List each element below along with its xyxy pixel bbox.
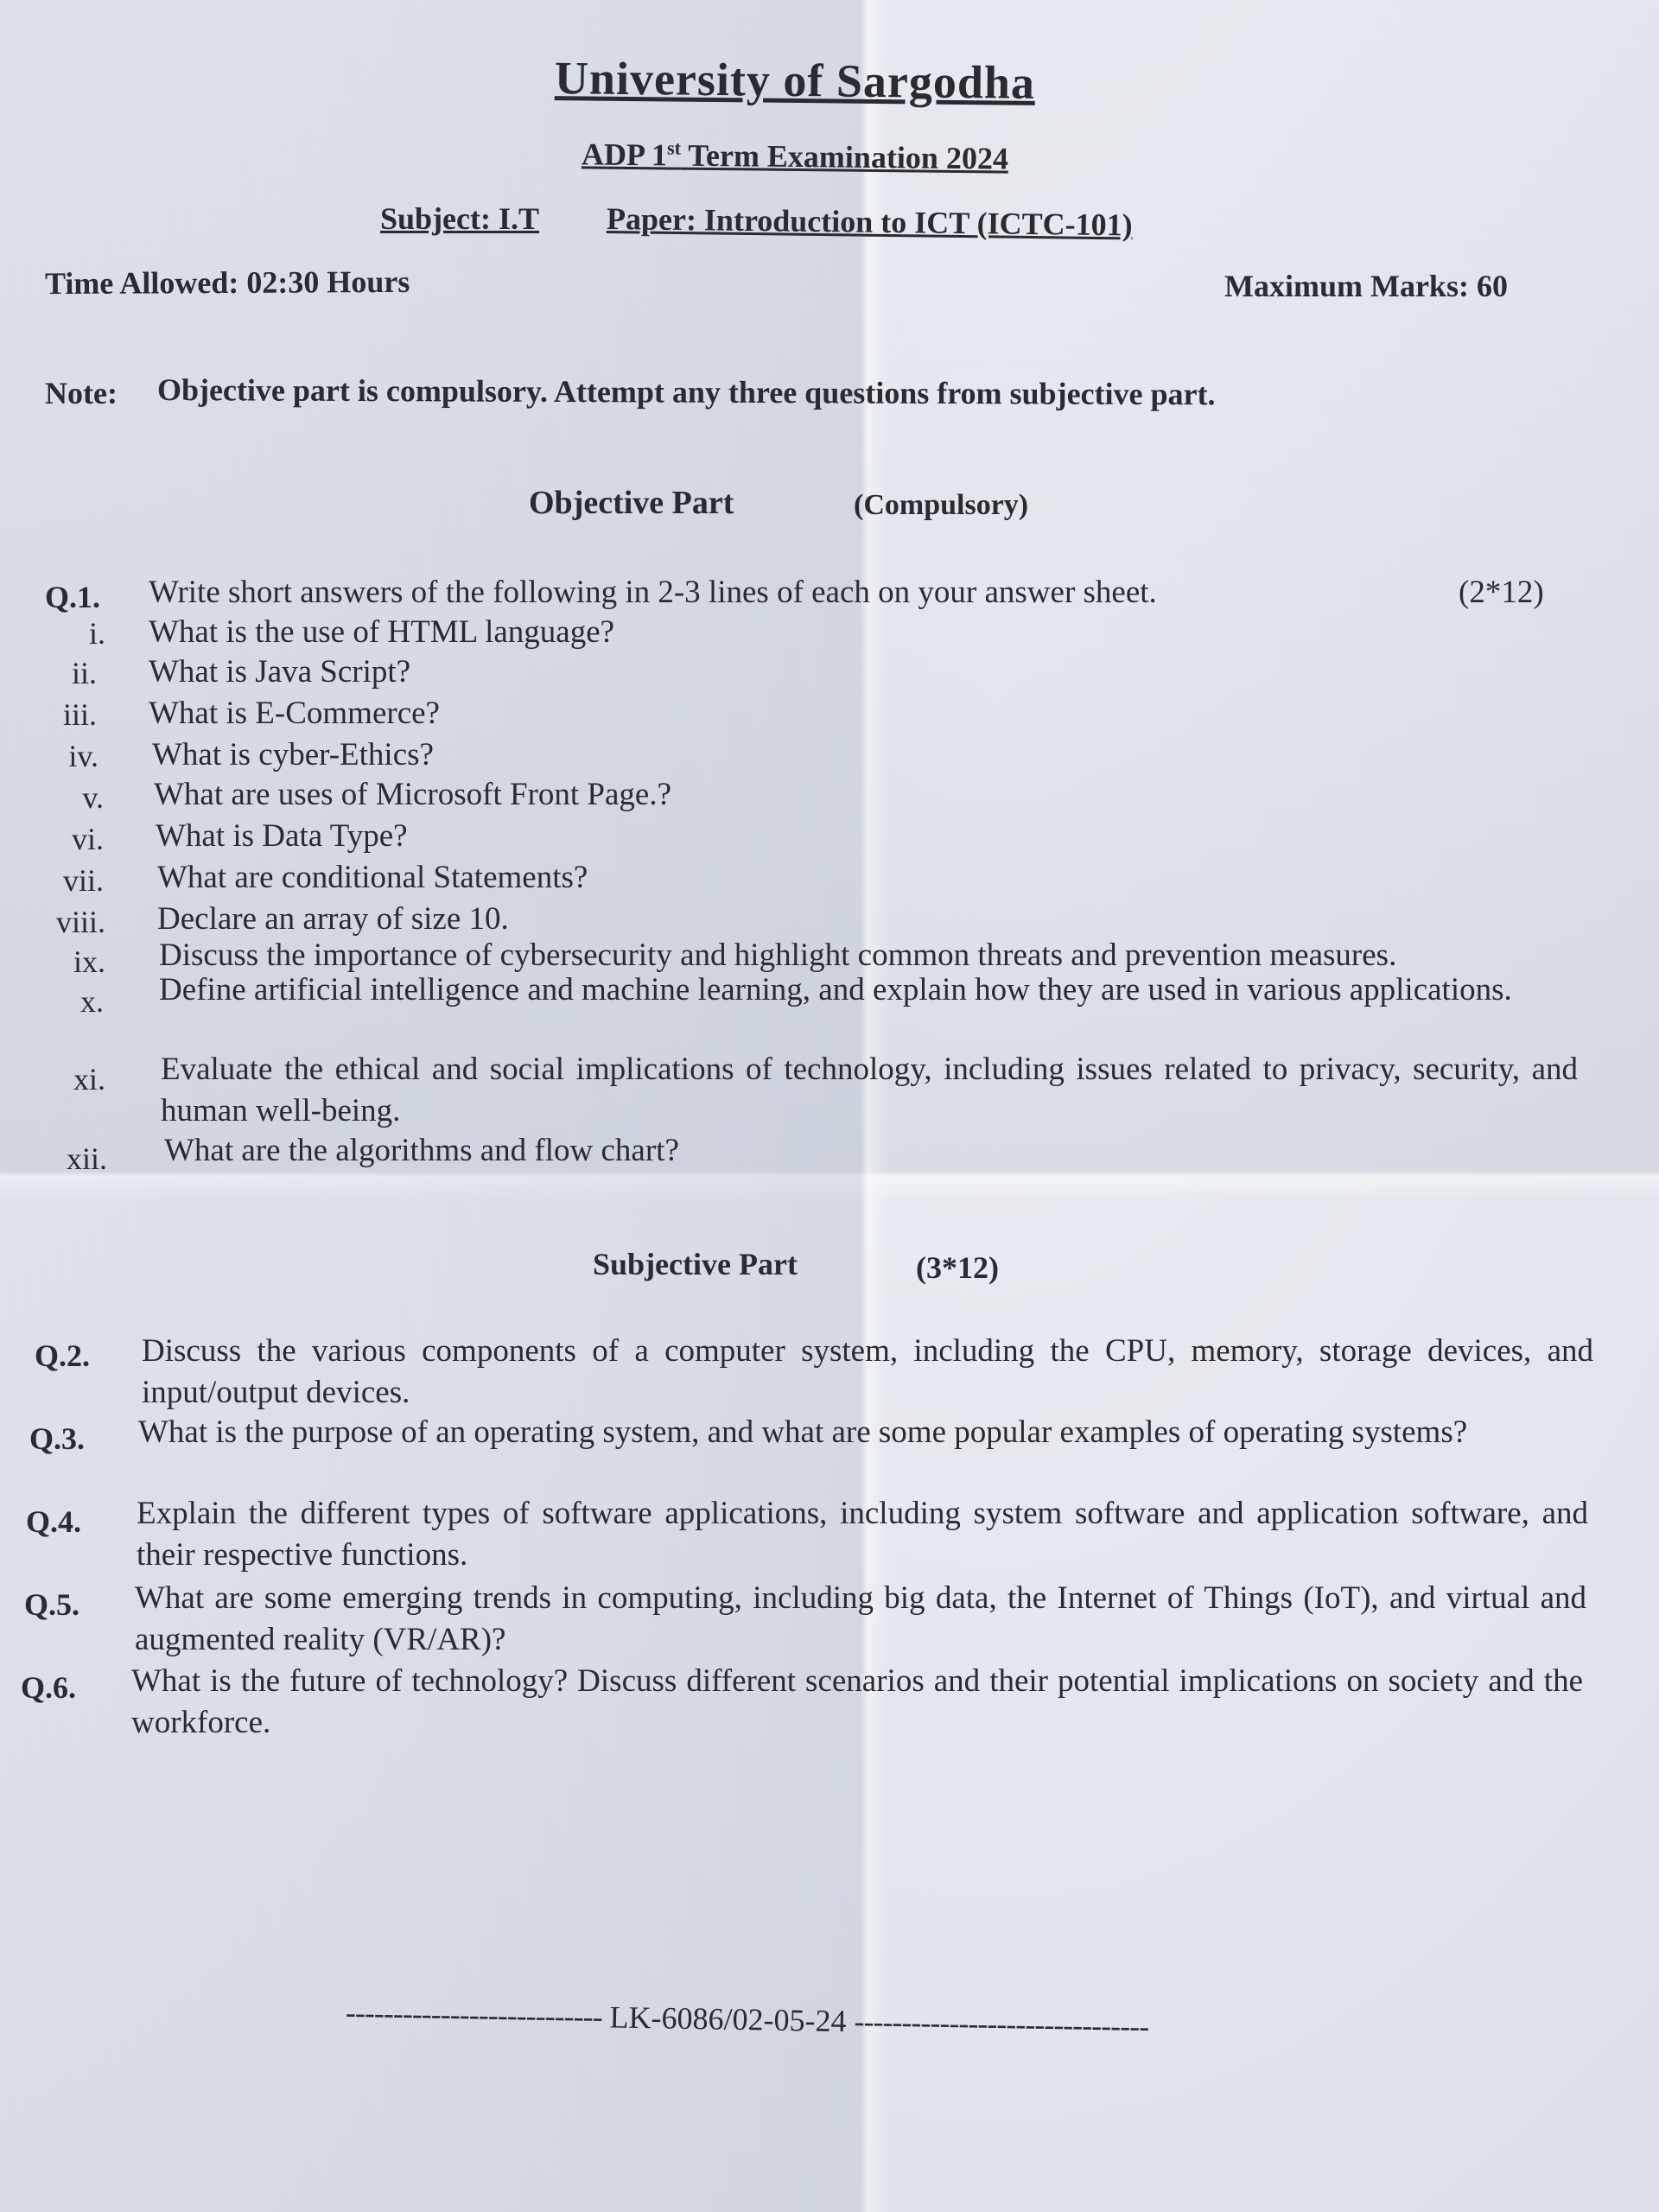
question-label: Q.2. — [35, 1338, 91, 1373]
question-label: Q.5. — [24, 1587, 80, 1622]
item-text: What are conditional Statements? — [157, 860, 588, 895]
question-instruction: Write short answers of the following in 2-3 lines of each on your answer sheet. — [149, 575, 1157, 610]
item-number: vi. — [71, 822, 104, 856]
paper-name: Paper: Introduction to ICT (ICTC-101) — [606, 201, 1133, 243]
objective-heading: Objective Part — [529, 485, 734, 521]
maximum-marks: Maximum Marks: 60 — [1224, 269, 1508, 303]
item-number: iii. — [62, 697, 97, 732]
item-number: iv. — [68, 739, 99, 773]
item-number: vii. — [62, 863, 104, 898]
item-text: What is Java Script? — [149, 654, 411, 690]
question-text: Explain the different types of software applications, including system software and application software, and their respective functions. — [137, 1496, 1588, 1573]
item-number: x. — [80, 984, 104, 1019]
exam-superscript: st — [666, 137, 682, 159]
item-text: What is E-Commerce? — [149, 696, 440, 731]
question-label: Q.1. — [45, 580, 101, 614]
footer-right-dashes: ------------------------------- — [854, 2004, 1149, 2044]
item-number: xi. — [73, 1062, 105, 1096]
item-text: What are uses of Microsoft Front Page.? — [154, 777, 672, 812]
item-text: What are the algorithms and flow chart? — [164, 1133, 679, 1168]
question-text: Discuss the various components of a computer system, including the CPU, memory, storage devices, and input/output devices. — [142, 1333, 1593, 1410]
subject-label: Subject: I.T — [380, 201, 540, 236]
question-label: Q.4. — [26, 1504, 82, 1539]
question-text: What are some emerging trends in computing, including big data, the Internet of Things (IoT), and virtual and augmented reality (VR/AR)? — [135, 1580, 1586, 1657]
item-number: xii. — [66, 1141, 107, 1176]
note-text: Objective part is compulsory. Attempt any three questions from subjective part. — [156, 372, 1216, 412]
question-marks: (2*12) — [1459, 575, 1544, 610]
time-allowed: Time Allowed: 02:30 Hours — [44, 264, 410, 302]
subjective-heading: Subjective Part — [593, 1247, 798, 1281]
item-text: Declare an array of size 10. — [157, 901, 509, 937]
item-number: viii. — [55, 905, 105, 939]
footer-left-dashes: --------------------------- — [345, 1995, 602, 2035]
note-label: Note: — [45, 376, 118, 410]
item-text: What is cyber-Ethics? — [152, 737, 434, 772]
exam-suffix: Term Examination 2024 — [680, 137, 1009, 176]
subjective-marks: (3*12) — [916, 1250, 999, 1285]
question-label: Q.3. — [29, 1421, 86, 1456]
item-text: Define artificial intelligence and machine learning, and explain how they are used in various applications. — [159, 972, 1512, 1007]
item-text: Evaluate the ethical and social implications of technology, including issues related to privacy, security, and human well-being. — [161, 1052, 1578, 1128]
objective-subheading: (Compulsory) — [854, 489, 1029, 521]
item-text: What is Data Type? — [156, 818, 408, 854]
item-number: ix. — [73, 944, 105, 979]
item-number: v. — [82, 780, 104, 815]
question-text: What is the purpose of an operating system, and what are some popular examples of operating systems? — [138, 1414, 1468, 1450]
question-text: What is the future of technology? Discuss different scenarios and their potential implications on society and the workforce. — [131, 1663, 1583, 1740]
exam-title — [0, 130, 1590, 182]
university-title: University of Sargodha — [554, 52, 1036, 109]
item-number: ii. — [71, 656, 97, 690]
paper-code: LK-6086/02-05-24 — [609, 1999, 847, 2039]
item-text: What is the use of HTML language? — [149, 614, 615, 650]
exam-prefix: ADP 1 — [581, 137, 668, 173]
paper-code-footer — [346, 1994, 1149, 2044]
item-text: Discuss the importance of cybersecurity and highlight common threats and prevention measures. — [159, 938, 1397, 973]
item-number: i. — [88, 616, 105, 651]
question-label: Q.6. — [21, 1670, 77, 1705]
